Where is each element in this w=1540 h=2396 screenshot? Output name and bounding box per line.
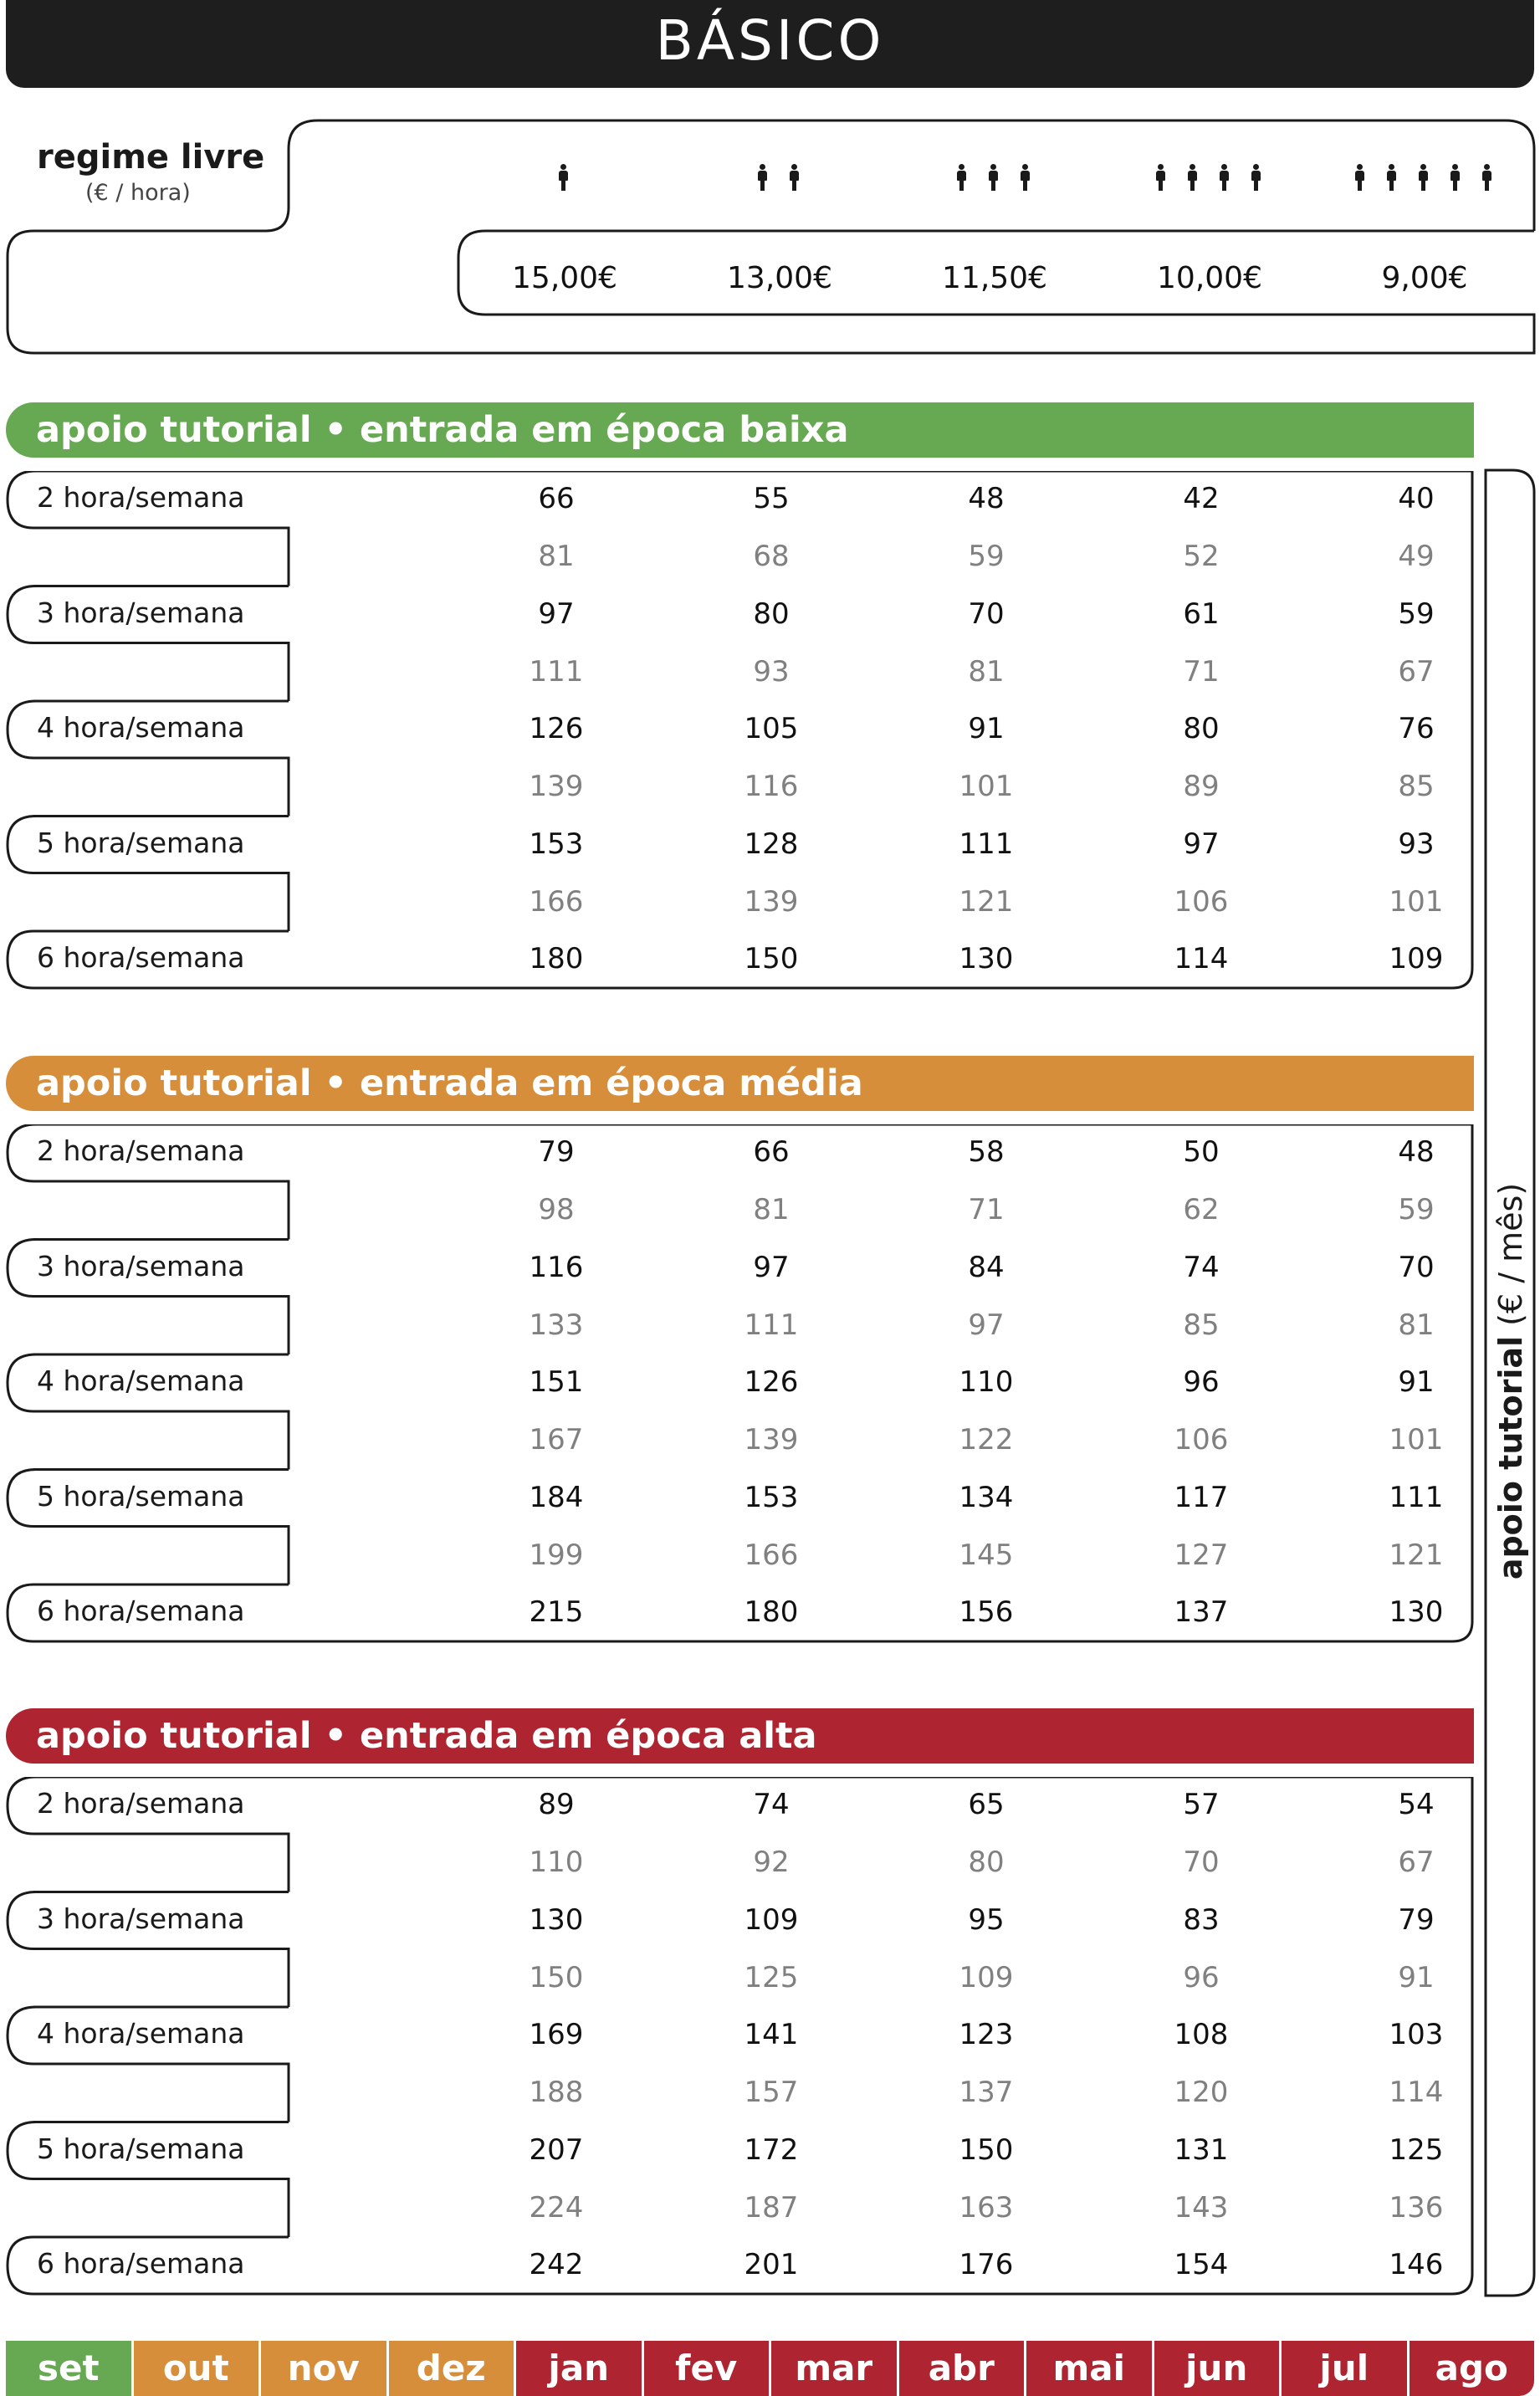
- row-label: 2 hora/semana: [37, 1787, 245, 1820]
- price-cell-secondary: 71: [1183, 654, 1220, 689]
- price-cell-secondary: 67: [1398, 1846, 1435, 1879]
- price-cell: 66: [538, 482, 575, 515]
- price-cell-secondary: 121: [959, 884, 1014, 919]
- price-cell: 111: [959, 827, 1014, 861]
- price-cell: 109: [1389, 942, 1444, 975]
- price-cell: 105: [744, 712, 799, 745]
- price-cell-secondary: 81: [753, 1193, 790, 1226]
- price-cell: 66: [753, 1135, 790, 1169]
- row-label: 6 hora/semana: [37, 1595, 245, 1627]
- price-cell: 59: [1398, 596, 1435, 631]
- price-cell: 93: [1398, 827, 1435, 861]
- person-icon: [788, 164, 800, 191]
- price-cell: 40: [1398, 482, 1435, 515]
- price-cell-secondary: 85: [1183, 1308, 1220, 1342]
- price-cell-secondary: 122: [959, 1423, 1014, 1457]
- price-cell-secondary: 139: [744, 1423, 799, 1457]
- person-icon: [1481, 164, 1492, 191]
- price-cell-secondary: 116: [744, 770, 799, 803]
- row-label: 6 hora/semana: [37, 941, 245, 974]
- price-cell-secondary: 188: [529, 2076, 584, 2109]
- price-cell-secondary: 93: [753, 654, 790, 689]
- price-cell-secondary: 92: [753, 1846, 790, 1879]
- people-group-2: [756, 164, 800, 191]
- price-cell-secondary: 97: [968, 1308, 1005, 1342]
- price-cell-secondary: 125: [744, 1960, 799, 1994]
- month-jun: jun: [1154, 2341, 1280, 2396]
- price-cell-secondary: 224: [529, 2190, 584, 2224]
- person-icon: [1417, 164, 1429, 191]
- price-cell-secondary: 85: [1398, 770, 1435, 803]
- price-cell: 184: [529, 1480, 584, 1514]
- price-cell: 111: [1389, 1480, 1444, 1514]
- row-label: 2 hora/semana: [37, 1134, 245, 1167]
- price-cell: 116: [529, 1250, 584, 1284]
- price-cell-secondary: 136: [1389, 2190, 1444, 2224]
- price-cell: 130: [529, 1902, 584, 1937]
- price-cell: 125: [1389, 2132, 1444, 2167]
- price-cell: 123: [959, 2018, 1014, 2051]
- person-icon: [1385, 164, 1397, 191]
- price-cell: 74: [1183, 1250, 1220, 1284]
- price-cell: 55: [753, 482, 790, 515]
- price-cell: 114: [1174, 942, 1229, 975]
- price-cell: 50: [1183, 1135, 1220, 1169]
- price-cell-secondary: 59: [968, 540, 1005, 573]
- price-cell: 79: [1398, 1902, 1435, 1937]
- price-cell: 153: [529, 827, 584, 861]
- regime-label: regime livre: [37, 138, 265, 177]
- price-cell-secondary: 120: [1174, 2076, 1229, 2109]
- price-cell-secondary: 106: [1174, 1423, 1229, 1457]
- price-cell: 95: [968, 1902, 1005, 1937]
- price-cell: 103: [1389, 2018, 1444, 2051]
- price-cell: 128: [744, 827, 799, 861]
- price-cell: 80: [753, 596, 790, 631]
- month-abr: abr: [899, 2341, 1025, 2396]
- row-label: 3 hora/semana: [37, 1902, 245, 1935]
- price-cell: 109: [744, 1902, 799, 1937]
- month-nov: nov: [261, 2341, 386, 2396]
- price-4: 10,00€: [1157, 261, 1262, 295]
- people-group-4: [1154, 164, 1261, 191]
- price-cell-secondary: 111: [529, 654, 584, 689]
- price-cell-secondary: 67: [1398, 654, 1435, 689]
- price-cell: 130: [959, 942, 1014, 975]
- person-icon: [955, 164, 967, 191]
- price-cell: 126: [744, 1365, 799, 1399]
- section-heading: apoio tutorial • entrada em época baixa: [6, 402, 1474, 458]
- price-cell: 201: [744, 2248, 799, 2281]
- price-cell: 242: [529, 2248, 584, 2281]
- price-cell-secondary: 145: [959, 1538, 1014, 1572]
- price-cell: 65: [968, 1788, 1005, 1821]
- month-dez: dez: [389, 2341, 514, 2396]
- price-cell: 91: [1398, 1365, 1435, 1399]
- price-cell-secondary: 98: [538, 1193, 575, 1226]
- side-label-bold: apoio tutorial: [1492, 1335, 1529, 1580]
- row-label: 5 hora/semana: [37, 1479, 245, 1513]
- price-cell: 80: [1183, 712, 1220, 745]
- price-cell-secondary: 110: [529, 1846, 584, 1879]
- row-label: 4 hora/semana: [37, 711, 245, 744]
- price-cell-secondary: 133: [529, 1308, 584, 1342]
- price-cell-secondary: 80: [968, 1846, 1005, 1879]
- row-label: 5 hora/semana: [37, 826, 245, 859]
- row-label: 6 hora/semana: [37, 2247, 245, 2280]
- price-cell-secondary: 96: [1183, 1960, 1220, 1994]
- page-header: [6, 0, 1534, 88]
- price-cell: 54: [1398, 1788, 1435, 1821]
- price-cell: 169: [529, 2018, 584, 2051]
- price-cell: 110: [959, 1365, 1014, 1399]
- price-cell-secondary: 68: [753, 540, 790, 573]
- price-cell: 83: [1183, 1902, 1220, 1937]
- month-mai: mai: [1026, 2341, 1152, 2396]
- price-cell: 79: [538, 1135, 575, 1169]
- price-cell: 97: [538, 596, 575, 631]
- price-cell-secondary: 127: [1174, 1538, 1229, 1572]
- price-cell: 207: [529, 2132, 584, 2167]
- price-cell: 70: [968, 596, 1005, 631]
- price-cell: 108: [1174, 2018, 1229, 2051]
- price-1: 15,00€: [512, 261, 617, 295]
- row-label: 4 hora/semana: [37, 2017, 245, 2050]
- price-2: 13,00€: [727, 261, 832, 295]
- page-title: BÁSICO: [655, 8, 885, 73]
- price-cell: 150: [744, 942, 799, 975]
- people-group-3: [955, 164, 1031, 191]
- price-cell: 126: [529, 712, 584, 745]
- person-icon: [1186, 164, 1198, 191]
- person-icon: [1353, 164, 1365, 191]
- price-cell-secondary: 106: [1174, 884, 1229, 919]
- month-mar: mar: [771, 2341, 897, 2396]
- price-cell-secondary: 139: [744, 884, 799, 919]
- price-cell-secondary: 52: [1183, 540, 1220, 573]
- price-cell: 151: [529, 1365, 584, 1399]
- price-cell-secondary: 89: [1183, 770, 1220, 803]
- price-cell-secondary: 166: [529, 884, 584, 919]
- price-cell: 89: [538, 1788, 575, 1821]
- price-cell-secondary: 81: [968, 654, 1005, 689]
- price-cell: 48: [968, 482, 1005, 515]
- person-icon: [1019, 164, 1031, 191]
- price-cell: 180: [529, 942, 584, 975]
- price-cell: 42: [1183, 482, 1220, 515]
- price-cell: 141: [744, 2018, 799, 2051]
- price-cell: 97: [1183, 827, 1220, 861]
- person-icon: [557, 164, 569, 191]
- price-cell: 91: [968, 712, 1005, 745]
- price-cell-secondary: 163: [959, 2190, 1014, 2224]
- price-cell-secondary: 187: [744, 2190, 799, 2224]
- price-cell-secondary: 59: [1398, 1193, 1435, 1226]
- price-5: 9,00€: [1381, 261, 1468, 295]
- price-cell: 70: [1398, 1250, 1435, 1284]
- price-cell-secondary: 71: [968, 1193, 1005, 1226]
- month-ago: ago: [1410, 2341, 1535, 2396]
- price-cell-secondary: 109: [959, 1960, 1014, 1994]
- side-label: [1486, 468, 1535, 2294]
- price-cell: 74: [753, 1788, 790, 1821]
- price-cell: 97: [753, 1250, 790, 1284]
- price-cell-secondary: 81: [1398, 1308, 1435, 1342]
- price-cell-secondary: 70: [1183, 1846, 1220, 1879]
- price-3: 11,50€: [942, 261, 1047, 295]
- price-cell-secondary: 166: [744, 1538, 799, 1572]
- row-label: 5 hora/semana: [37, 2132, 245, 2165]
- price-cell: 215: [529, 1595, 584, 1629]
- person-icon: [756, 164, 768, 191]
- people-group-1: [557, 164, 569, 191]
- price-cell: 156: [959, 1595, 1014, 1629]
- price-cell-secondary: 49: [1398, 540, 1435, 573]
- price-cell-secondary: 62: [1183, 1193, 1220, 1226]
- price-cell-secondary: 167: [529, 1423, 584, 1457]
- price-cell: 154: [1174, 2248, 1229, 2281]
- price-cell: 134: [959, 1480, 1014, 1514]
- price-cell-secondary: 143: [1174, 2190, 1229, 2224]
- price-cell: 180: [744, 1595, 799, 1629]
- month-set: set: [6, 2341, 131, 2396]
- month-jul: jul: [1282, 2341, 1407, 2396]
- person-icon: [1154, 164, 1166, 191]
- person-icon: [1449, 164, 1461, 191]
- price-cell: 172: [744, 2132, 799, 2167]
- row-label: 4 hora/semana: [37, 1364, 245, 1397]
- price-cell-secondary: 139: [529, 770, 584, 803]
- price-cell: 137: [1174, 1595, 1229, 1629]
- price-cell-secondary: 101: [959, 770, 1014, 803]
- regime-unit: (€ / hora): [85, 180, 191, 206]
- price-cell: 84: [968, 1250, 1005, 1284]
- month-fev: fev: [644, 2341, 770, 2396]
- row-label: 2 hora/semana: [37, 481, 245, 514]
- row-label: 3 hora/semana: [37, 1249, 245, 1282]
- price-cell-secondary: 199: [529, 1538, 584, 1572]
- person-icon: [1218, 164, 1230, 191]
- price-cell: 76: [1398, 712, 1435, 745]
- price-cell: 131: [1174, 2132, 1229, 2167]
- price-cell-secondary: 137: [959, 2076, 1014, 2109]
- person-icon: [987, 164, 999, 191]
- price-cell-secondary: 111: [744, 1308, 799, 1342]
- price-cell-secondary: 101: [1389, 884, 1444, 919]
- price-cell: 61: [1183, 596, 1220, 631]
- price-cell-secondary: 101: [1389, 1423, 1444, 1457]
- month-bar: [6, 2341, 1534, 2396]
- price-cell-secondary: 121: [1389, 1538, 1444, 1572]
- price-cell-secondary: 81: [538, 540, 575, 573]
- price-cell: 57: [1183, 1788, 1220, 1821]
- price-cell: 150: [959, 2132, 1014, 2167]
- price-cell: 176: [959, 2248, 1014, 2281]
- price-cell: 146: [1389, 2248, 1444, 2281]
- month-jan: jan: [516, 2341, 642, 2396]
- price-cell: 153: [744, 1480, 799, 1514]
- people-group-5: [1353, 164, 1492, 191]
- section-heading: apoio tutorial • entrada em época média: [6, 1056, 1474, 1111]
- section-heading: apoio tutorial • entrada em época alta: [6, 1708, 1474, 1764]
- price-cell-secondary: 114: [1389, 2076, 1444, 2109]
- month-out: out: [134, 2341, 259, 2396]
- price-cell: 48: [1398, 1135, 1435, 1169]
- price-cell: 96: [1183, 1365, 1220, 1399]
- price-cell: 130: [1389, 1595, 1444, 1629]
- person-icon: [1250, 164, 1261, 191]
- price-cell-secondary: 157: [744, 2076, 799, 2109]
- price-cell: 58: [968, 1135, 1005, 1169]
- row-label: 3 hora/semana: [37, 596, 245, 629]
- price-cell-secondary: 150: [529, 1960, 584, 1994]
- price-cell: 117: [1174, 1480, 1229, 1514]
- side-label-unit: (€ / mês): [1492, 1182, 1529, 1326]
- price-cell-secondary: 91: [1398, 1960, 1435, 1994]
